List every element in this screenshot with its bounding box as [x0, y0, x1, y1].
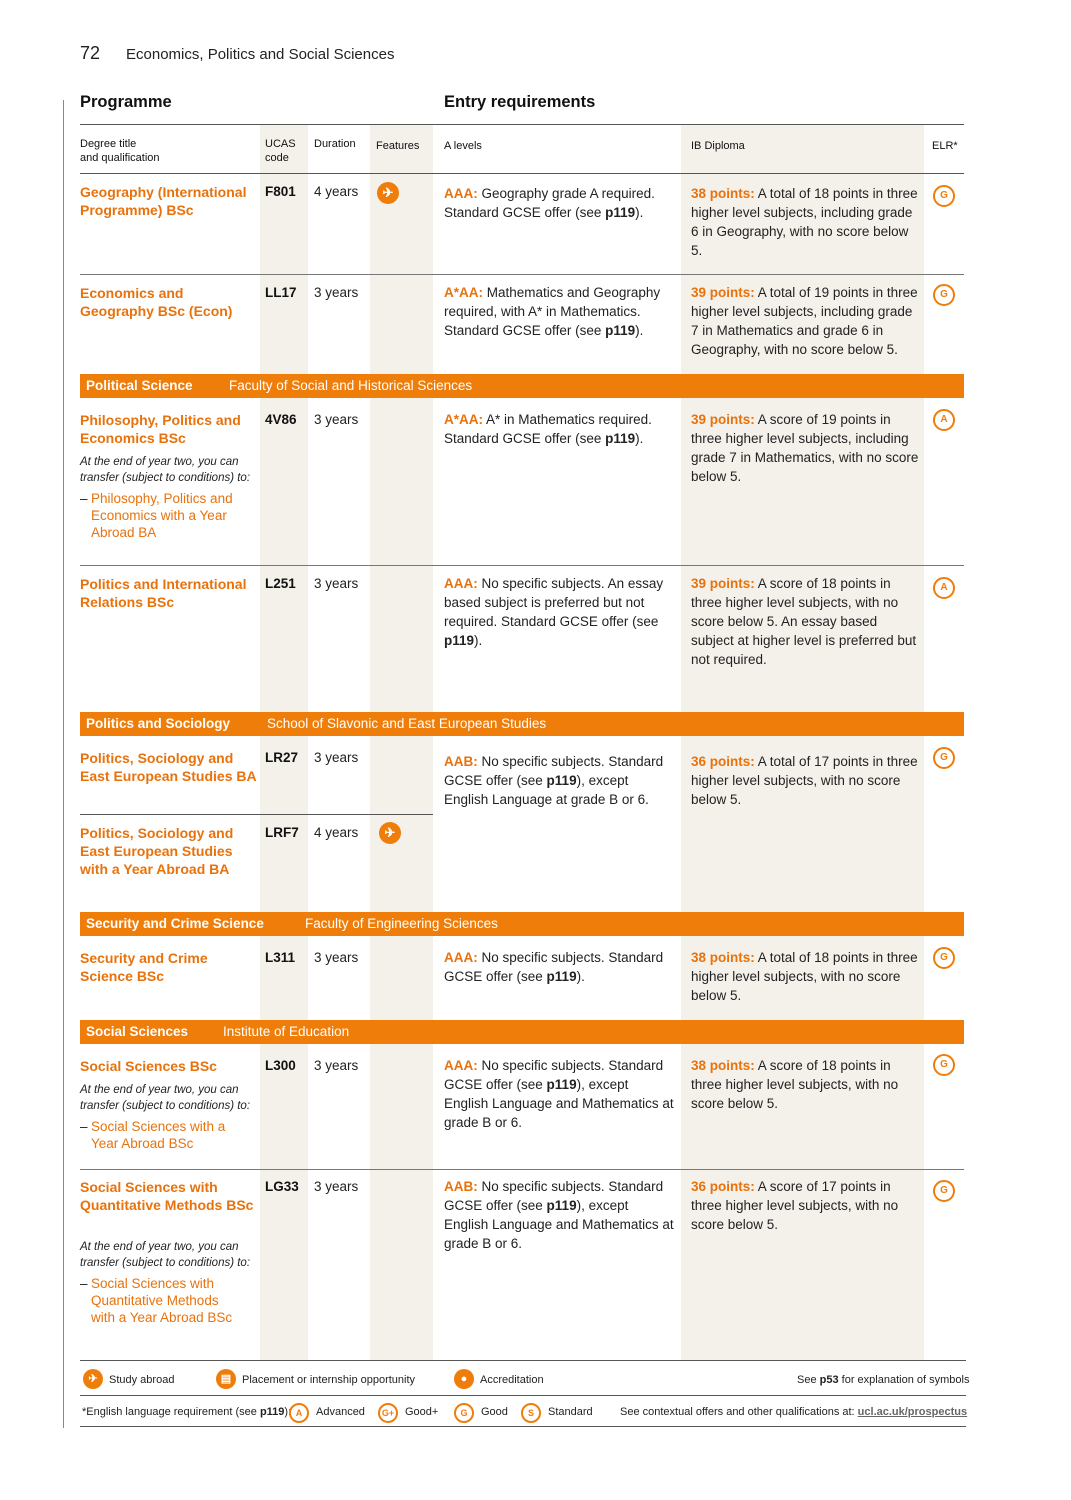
- elr-good-icon: G: [933, 185, 955, 207]
- ib-requirement: 38 points: A total of 18 points in three higher level subjects, including grade 6 in Geography, with no score below 5.: [691, 186, 918, 258]
- section-band-social-sciences: [80, 1020, 964, 1044]
- legend-bottom-rule: [80, 1426, 966, 1427]
- accreditation-icon: ●: [454, 1369, 474, 1389]
- a-level-requirement: AAA: Geography grade A required. Standard GCSE offer (see p119).: [444, 186, 655, 220]
- margin-rule: [63, 100, 64, 1428]
- duration: 4 years: [314, 825, 359, 840]
- ucas-code: LR27: [265, 750, 299, 765]
- degree-title: Philosophy, Politics and Economics BSc: [80, 412, 241, 446]
- col-elr: ELR*: [932, 140, 958, 152]
- a-level-requirement: AAA: No specific subjects. Standard GCSE offer (see p119).: [444, 950, 664, 984]
- prospectus-link[interactable]: ucl.ac.uk/prospectus: [857, 1406, 968, 1418]
- duration: 4 years: [314, 184, 359, 199]
- elr-standard-icon: S: [521, 1403, 541, 1423]
- transfer-programme: – Social Sciences with Quantitative Methods with a Year Abroad BSc: [80, 1276, 233, 1325]
- col-ucas-code: UCAS code: [265, 138, 296, 164]
- degree-title: Geography (International Programme) BSc: [80, 184, 247, 218]
- band-title: Political Science: [86, 378, 193, 393]
- section-band-political-science: [80, 374, 964, 398]
- legend-study-abroad: Study abroad: [109, 1374, 175, 1386]
- legend-top-rule: [80, 1360, 966, 1361]
- band-faculty: Faculty of Engineering Sciences: [305, 916, 498, 931]
- degree-title: Security and Crime Science BSc: [80, 950, 208, 984]
- elr-good-icon: G: [933, 1180, 955, 1202]
- degree-title: Politics, Sociology and East European Studies with a Year Abroad BA: [80, 825, 234, 877]
- legend-good: Good: [481, 1406, 508, 1418]
- ib-requirement: 36 points: A total of 17 points in three higher level subjects, with no score below 5.: [691, 754, 918, 807]
- elr-good-plus-icon: G+: [378, 1403, 398, 1423]
- ucas-code: L300: [265, 1058, 296, 1073]
- elr-good-icon: G: [933, 947, 955, 969]
- degree-title: Politics and International Relations BSc: [80, 576, 247, 610]
- ucas-code: L311: [265, 950, 296, 965]
- transfer-note: At the end of year two, you can transfer (subject to conditions) to:: [80, 1241, 251, 1269]
- degree-title: Politics, Sociology and East European Studies BA: [80, 750, 257, 784]
- row-divider: [80, 274, 964, 275]
- study-abroad-icon: ✈: [377, 182, 399, 204]
- band-faculty: Institute of Education: [223, 1024, 350, 1039]
- ib-requirement: 39 points: A score of 19 points in three higher level subjects, including grade 7 in Mathematics, with no score below 5.: [691, 412, 919, 484]
- a-level-requirement: A*AA: A* in Mathematics required. Standard GCSE offer (see p119).: [444, 412, 652, 446]
- briefcase-icon: ▤: [216, 1369, 236, 1389]
- transfer-note: At the end of year two, you can transfer (subject to conditions) to:: [80, 456, 251, 484]
- ucas-code: L251: [265, 576, 296, 591]
- elr-good-icon: G: [933, 747, 955, 769]
- col-duration: Duration: [314, 138, 356, 150]
- ucas-code: LG33: [265, 1179, 299, 1194]
- page-number: 72: [80, 43, 101, 63]
- contextual-offers-note: See contextual offers and other qualifications at: ucl.ac.uk/prospectus: [620, 1406, 968, 1418]
- col-a-levels: A levels: [444, 140, 482, 152]
- duration: 3 years: [314, 285, 359, 300]
- degree-title: Social Sciences with Quantitative Methods BSc: [80, 1179, 254, 1213]
- band-title: Social Sciences: [86, 1024, 189, 1039]
- a-level-requirement: AAB: No specific subjects. Standard GCSE offer (see p119), except English Language at grade B or 6.: [444, 754, 664, 807]
- ib-requirement: 38 points: A total of 18 points in three higher level subjects, with no score below 5.: [691, 950, 918, 1003]
- col-ib-diploma: IB Diploma: [691, 140, 745, 152]
- a-level-requirement: AAA: No specific subjects. An essay based subject is preferred but not required. Standard GCSE offer (see p119).: [444, 576, 664, 648]
- elr-good-icon: G: [454, 1403, 474, 1423]
- elr-footnote: *English language requirement (see p119):: [82, 1406, 292, 1418]
- ucas-code: LL17: [265, 285, 297, 300]
- degree-title: Economics and Geography BSc (Econ): [80, 285, 233, 319]
- legend-symbols-note: See p53 for explanation of symbols: [797, 1374, 970, 1386]
- ucas-column-shade: [260, 125, 308, 1360]
- features-column-shade: [370, 125, 433, 1360]
- study-abroad-icon: ✈: [83, 1369, 103, 1389]
- elr-advanced-icon: A: [289, 1403, 309, 1423]
- a-level-requirement: AAB: No specific subjects. Standard GCSE offer (see p119), except English Language and Mathematics at grade B or 6.: [444, 1179, 674, 1251]
- duration: 3 years: [314, 412, 359, 427]
- header-bottom-rule: [80, 173, 964, 174]
- section-band-security-crime: [80, 912, 964, 936]
- duration: 3 years: [314, 750, 359, 765]
- legend-advanced: Advanced: [316, 1406, 365, 1418]
- ucas-code: LRF7: [265, 825, 299, 840]
- a-level-requirement: AAA: No specific subjects. Standard GCSE offer (see p119), except English Language and Mathematics at grade B or 6.: [444, 1058, 674, 1130]
- band-title: Security and Crime Science: [86, 916, 264, 931]
- section-band-politics-sociology: [80, 712, 964, 736]
- elr-good-icon: G: [933, 1054, 955, 1076]
- legend-good-plus: Good+: [405, 1406, 439, 1418]
- row-divider: [80, 814, 433, 815]
- programme-heading: Programme: [80, 93, 172, 111]
- ucas-code: F801: [265, 184, 296, 199]
- ucas-code: 4V86: [265, 412, 297, 427]
- col-degree-title: Degree title and qualification: [80, 138, 160, 164]
- col-features: Features: [376, 140, 420, 152]
- legend-standard: Standard: [548, 1406, 593, 1418]
- ib-requirement: 38 points: A score of 18 points in three higher level subjects, with no score below 5.: [691, 1058, 899, 1111]
- transfer-programme: – Philosophy, Politics and Economics with a Year Abroad BA: [80, 491, 233, 540]
- study-abroad-icon: ✈: [379, 822, 401, 844]
- duration: 3 years: [314, 1058, 359, 1073]
- legend-placement: Placement or internship opportunity: [242, 1374, 416, 1386]
- legend-accreditation: Accreditation: [480, 1374, 544, 1386]
- legend-middle-rule: [80, 1395, 966, 1396]
- degree-title: Social Sciences BSc: [80, 1058, 217, 1074]
- duration: 3 years: [314, 1179, 359, 1194]
- ib-requirement: 36 points: A score of 17 points in three higher level subjects, with no score below 5.: [691, 1179, 899, 1232]
- a-level-requirement: A*AA: Mathematics and Geography required, with A* in Mathematics. Standard GCSE offer (see p119).: [444, 285, 661, 338]
- transfer-note: At the end of year two, you can transfer (subject to conditions) to:: [80, 1084, 251, 1112]
- band-faculty: Faculty of Social and Historical Sciences: [229, 378, 473, 393]
- header-top-rule: [80, 124, 964, 125]
- page-section-title: Economics, Politics and Social Sciences: [126, 46, 395, 63]
- elr-good-icon: G: [933, 284, 955, 306]
- band-faculty: School of Slavonic and East European Studies: [267, 716, 547, 731]
- duration: 3 years: [314, 576, 359, 591]
- band-title: Politics and Sociology: [86, 716, 231, 731]
- entry-requirements-heading: Entry requirements: [444, 93, 596, 111]
- transfer-programme: – Social Sciences with a Year Abroad BSc: [80, 1119, 226, 1151]
- elr-advanced-icon: A: [933, 577, 955, 599]
- duration: 3 years: [314, 950, 359, 965]
- ib-requirement: 39 points: A score of 18 points in three higher level subjects, with no score below 5. An essay based subject at higher level is preferred but not required.: [691, 576, 917, 667]
- ib-requirement: 39 points: A total of 19 points in three higher level subjects, including grade 7 in Mathematics and grade 6 in Geography, with no score below 5.: [691, 285, 918, 357]
- elr-advanced-icon: A: [933, 409, 955, 431]
- row-divider: [80, 565, 964, 566]
- row-divider: [80, 1169, 964, 1170]
